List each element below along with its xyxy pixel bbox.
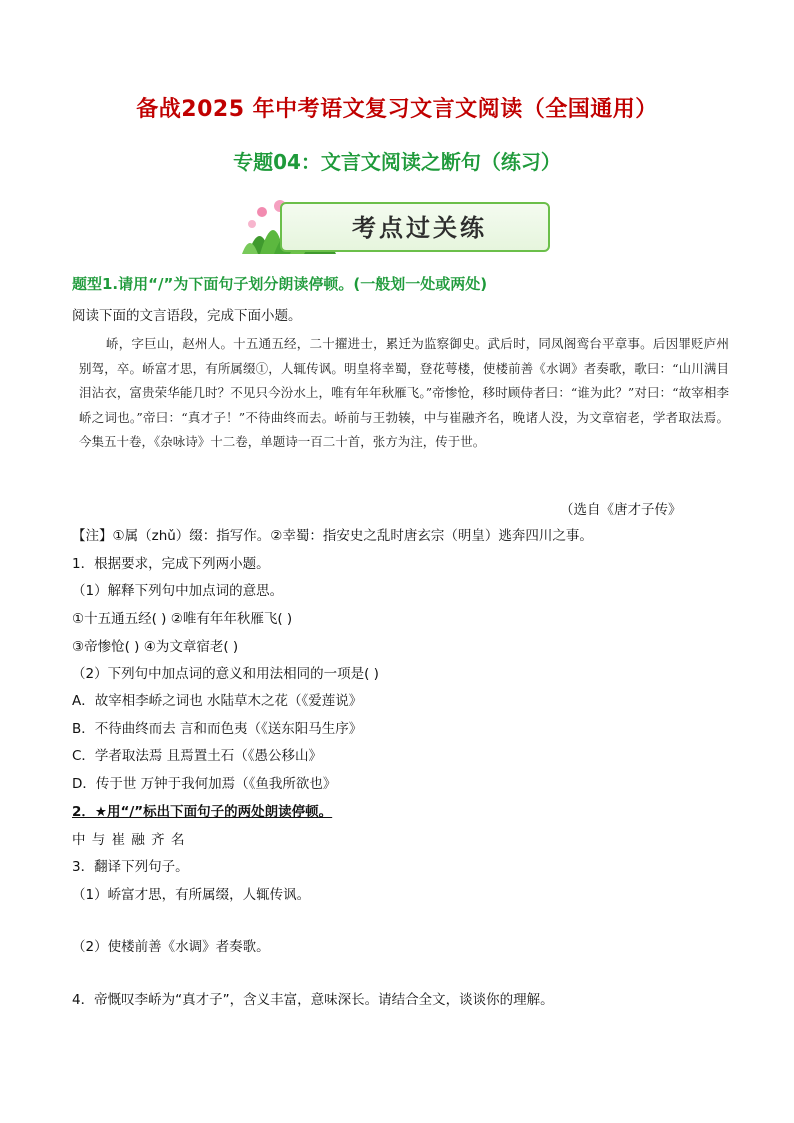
question-2-sentence: 中 与 崔 融 齐 名 (72, 832, 186, 848)
question-4: 4．帝慨叹李峤为“真才子”，含义丰富，意味深长。请结合全文，谈谈你的理解。 (72, 992, 554, 1008)
main-title: 备战2025 年中考语文复习文言文阅读（全国通用） (136, 97, 658, 122)
classical-passage (79, 332, 729, 455)
question-1: 1．根据要求，完成下列两小题。 (72, 556, 270, 572)
intro-text: 阅读下面的文言语段，完成下面小题。 (72, 308, 302, 324)
question-1-2: （2）下列句中加点词的意义和用法相同的一项是( ) (72, 666, 379, 682)
sub-title: 专题04：文言文阅读之断句（练习） (233, 150, 561, 174)
passage-text: 峤，字巨山，赵州人。十五通五经，二十擢进士，累迁为监察御史。武后时，同凤阁鸾台平章事。后因罪贬庐州别驾，卒。峤富才思，有所属缀①，人辄传讽。明皇将幸蜀，登花萼楼，使楼前善《水调》者奏歌，歌曰：“山川满目泪沾衣，富贵荣华能几时？不见只今汾水上，唯有年年秋雁飞。”帝惨怆，移时顾侍者曰：“谁为此？”对曰：“故宰相李峤之词也。”帝曰：“真才子！”不待曲终而去。峤前与王勃辏，中与崔融齐名，晚诸人没，为文章宿老，学者取法焉。今集五十卷，《杂咏诗》十二卷，单题诗一百二十首，张方为注，传于世。 (79, 336, 729, 449)
question-type-title: 题型1.请用“/”为下面句子划分朗读停顿。(一般划一处或两处) (72, 275, 488, 293)
banner-label: 考点过关练 (352, 214, 487, 242)
question-1-1: （1）解释下列句中加点词的意思。 (72, 583, 284, 599)
question-2: 2．★用“/”标出下面句子的两处朗读停顿。 (72, 804, 333, 820)
section-banner (240, 198, 550, 256)
question-3-2: （2）使楼前善《水调》者奏歌。 (72, 939, 270, 955)
option-c: C．学者取法焉 且焉置土石（《愚公移山》 (72, 748, 322, 764)
passage-source: （选自《唐才子传》 (560, 502, 682, 518)
question-3: 3．翻译下列句子。 (72, 859, 189, 875)
option-a: A．故宰相李峤之词也 水陆草木之花（《爱莲说》 (72, 693, 363, 709)
question-1-1-items-a: ①十五通五经( ) ②唯有年年秋雁飞( ) (72, 611, 293, 627)
option-d: D．传于世 万钟于我何加焉（《鱼我所欲也》 (72, 776, 337, 792)
option-b: B．不待曲终而去 言和而色夷（《送东阳马生序》 (72, 721, 363, 737)
question-1-1-items-b: ③帝惨怆( ) ④为文章宿老( ) (72, 639, 239, 655)
question-3-1: （1）峤富才思，有所属缀，人辄传讽。 (72, 887, 311, 903)
annotation-note: 【注】①属（zhǔ）缀：指写作。②幸蜀：指安史之乱时唐玄宗（明皇）逃奔四川之事。 (72, 528, 593, 544)
